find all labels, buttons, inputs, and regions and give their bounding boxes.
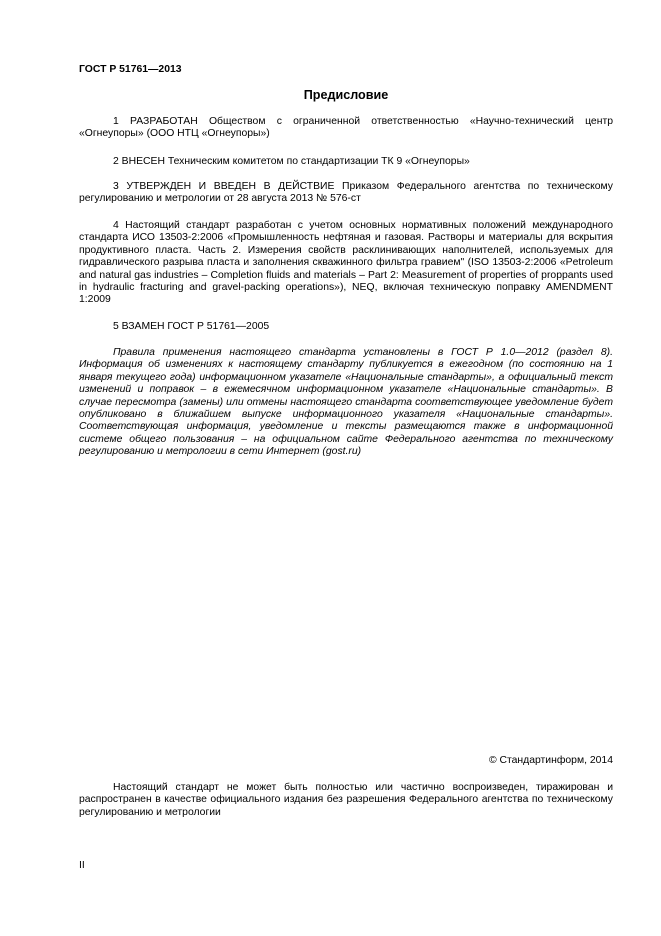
paragraph-replaces: 5 ВЗАМЕН ГОСТ Р 51761—2005 <box>113 321 270 332</box>
paragraph-developed: 1 РАЗРАБОТАН Обществом с ограниченной ответственностью «Научно-технический центр «Огнеупоры» (ООО НТЦ «Огнеупоры») <box>79 116 613 140</box>
page-number: II <box>79 860 85 871</box>
reproduction-notice: Настоящий стандарт не может быть полностью или частично воспроизведен, тиражирован и распространен в качестве официального издания без разрешения Федерального агентства по техническому регулированию и метрологии <box>79 782 613 818</box>
paragraph-introduced: 2 ВНЕСЕН Техническим комитетом по стандартизации ТК 9 «Огнеупоры» <box>113 156 470 167</box>
paragraph-approved: 3 УТВЕРЖДЕН И ВВЕДЕН В ДЕЙСТВИЕ Приказом Федерального агентства по техническому регулированию и метрологии от 28 августа 2013 № 576-ст <box>79 181 613 205</box>
page-title: Предисловие <box>303 88 389 102</box>
paragraph-developed-based-on: 4 Настоящий стандарт разработан с учетом основных нормативных положений международного стандарта ИСО 13503-2:2006 «Промышленность нефтяная и газовая. Растворы и материалы для вскрытия продуктивного пласта. Часть 2. Измерения свойств расклинивающих наполнителей, используемых для гидравлического разрыва пласта и заполнения скважинного фильтра гравием" (ISO 13503-2:2006 «Petroleum and natural gas industries – Completion fluids and materials – Part 2: Measurement of properties of proppants used in hydraulic fracturing and gravel-packing operations»), NEQ, включая техническую поправку AMENDMENT 1:2009 <box>79 220 613 306</box>
copyright: © Стандартинформ, 2014 <box>488 755 613 766</box>
notice-paragraph: Правила применения настоящего стандарта установлены в ГОСТ Р 1.0—2012 (раздел 8). Информация об изменениях к настоящему стандарту публикуется в ежегодном (по состоянию на 1 января текущего года) информационном указателе «Национальные стандарты», а официальный текст изменений и поправок – в ежемесячном информационном указателе «Национальные стандарты». В случае пересмотра (замены) или отмены настоящего стандарта соответствующее уведомление будет опубликовано в ближайшем выпуске информационного указателя «Национальные стандарты». Соответствующая информация, уведомление и тексты размещаются также в информационной системе общего пользования – на официальном сайте Федерального агентства по техническому регулированию и метрологии в сети Интернет (gost.ru) <box>79 347 613 458</box>
document-header: ГОСТ Р 51761—2013 <box>79 64 182 75</box>
